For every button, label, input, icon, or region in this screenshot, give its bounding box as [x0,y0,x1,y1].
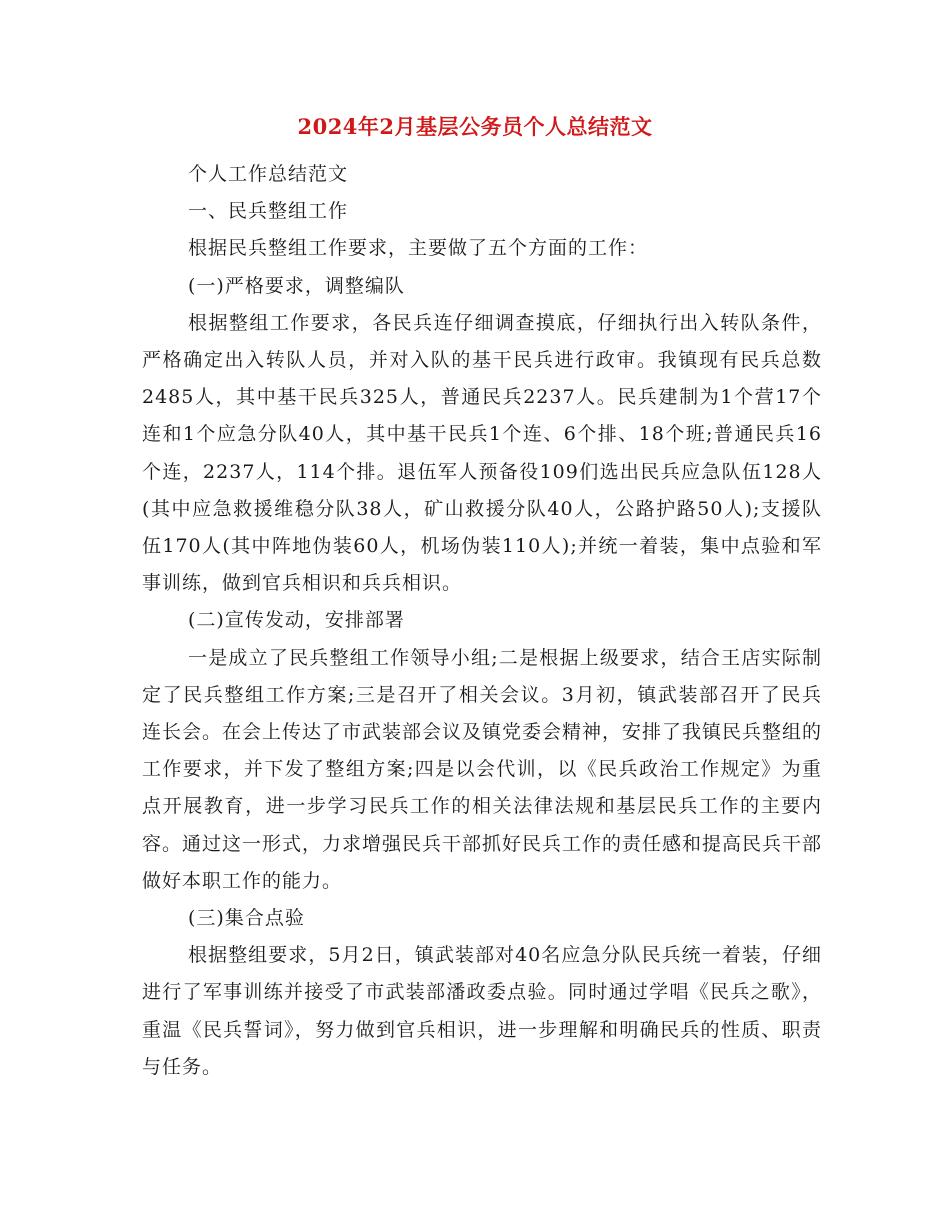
document-body [142,156,822,1086]
subheading-2: (二)宣传发动，安排部署 [188,609,405,632]
paragraph-subtitle: 个人工作总结范文 [188,163,349,185]
paragraph-body-1: 根据整组工作要求，各民兵连仔细调查摸底，仔细执行出入转队条件，严格确定出入转队人员，并对入队的基干民兵进行政审。我镇现有民兵总数2485人，其中基干民兵325人，普通民兵2237人。民兵建制为1个营17个连和1个应急分队40人，其中基干民兵1个连、6个排、18个班;普通民兵16个连，2237人，114个排。退伍军人预备役109们选出民兵应急队伍128人(其中应急救援维稳分队38人，矿山救援分队40人，公路护路50人);支援队伍170人(其中阵地伪装60人，机场伪装110人);并统一着装，集中点验和军事训练，做到官兵相识和兵兵相识。 [142,311,822,595]
paragraph-intro: 根据民兵整组工作要求，主要做了五个方面的工作： [188,237,649,260]
subheading-3: (三)集合点验 [188,907,305,930]
paragraph-body-3: 根据整组要求，5月2日，镇武装部对40名应急分队民兵统一着装，仔细进行了军事训练并接受了市武装部潘政委点验。同时通过学唱《民兵之歌》，重温《民兵誓词》，努力做到官兵相识，进一步理解和明确民兵的性质、职责与任务。 [142,944,822,1078]
section-heading-militia: 一、民兵整组工作 [188,200,349,223]
document-title: 2024年2月基层公务员个人总结范文 [297,114,653,139]
subheading-1: (一)严格要求，调整编队 [188,274,405,297]
paragraph-body-2: 一是成立了民兵整组工作领导小组;二是根据上级要求，结合王店实际制定了民兵整组工作方案;三是召开了相关会议。3月初，镇武装部召开了民兵连长会。在会上传达了市武装部会议及镇党委会精神，安排了我镇民兵整组的工作要求，并下发了整组方案;四是以会代训，以《民兵政治工作规定》为重点开展教育，进一步学习民兵工作的相关法律法规和基层民兵工作的主要内容。通过这一形式，力求增强民兵干部抓好民兵工作的责任感和提高民兵干部做好本职工作的能力。 [142,646,823,892]
